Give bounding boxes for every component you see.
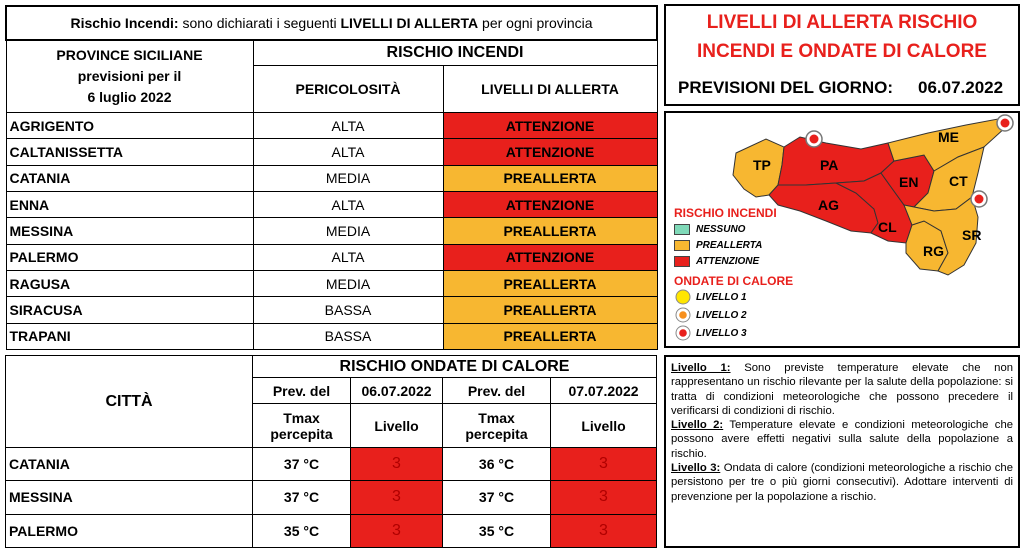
alert-level: ATTENZIONE <box>443 139 657 165</box>
table-row <box>6 112 657 138</box>
province-header-line3: 6 luglio 2022 <box>87 89 172 106</box>
province-name: MESSINA <box>6 218 253 244</box>
province-name: ENNA <box>6 191 253 217</box>
legend-swatch-nessuno <box>674 224 690 235</box>
table-row <box>6 139 657 165</box>
province-name: SIRACUSA <box>6 297 253 323</box>
tmax-value: 37 °C <box>253 481 351 514</box>
note-level-2-label: Livello 2: <box>671 419 724 432</box>
province-name: AGRIGENTO <box>6 112 253 138</box>
table-row <box>6 218 657 244</box>
heat-level: 3 <box>551 514 657 547</box>
table-row <box>6 165 657 191</box>
fire-intro-text1: sono dichiarati i seguenti <box>182 15 337 32</box>
tmax-label: Tmax <box>283 409 320 426</box>
hazard-value: ALTA <box>253 139 443 165</box>
province-name: CALTANISSETTA <box>6 139 253 165</box>
table-row <box>6 297 657 323</box>
note-level-1 <box>671 361 1013 418</box>
forecast-date-2: 07.07.2022 <box>551 378 657 404</box>
table-row <box>6 448 657 481</box>
heat-risk-header: RISCHIO ONDATE DI CALORE <box>253 356 657 378</box>
heat-marker-palermo <box>806 131 822 147</box>
heat-wave-table <box>5 355 657 548</box>
legend-swatch-preallerta <box>674 240 690 251</box>
table-row <box>6 270 657 296</box>
legend-item-level2: LIVELLO 2 <box>696 310 747 321</box>
heat-marker-messina <box>997 115 1013 131</box>
hazard-value: BASSA <box>253 297 443 323</box>
prev-label-2: Prev. del <box>443 378 551 404</box>
alert-level: PREALLERTA <box>443 270 657 296</box>
note-level-1-label: Livello 1: <box>671 362 731 374</box>
hazard-value: ALTA <box>253 191 443 217</box>
tmax-value: 37 °C <box>443 481 551 514</box>
legend-item-nessuno: NESSUNO <box>696 224 746 235</box>
map-label-me: ME <box>938 129 959 145</box>
hazard-value: ALTA <box>253 112 443 138</box>
fire-intro-emph: LIVELLI DI ALLERTA <box>340 15 479 32</box>
tmax-header-2 <box>443 404 551 448</box>
table-row <box>6 514 657 547</box>
province-header <box>6 40 253 112</box>
tmax-value: 35 °C <box>253 514 351 547</box>
note-level-3 <box>671 461 1013 504</box>
table-row <box>6 481 657 514</box>
province-name: PALERMO <box>6 244 253 270</box>
legend-swatch-attenzione <box>674 256 690 267</box>
alert-level: PREALLERTA <box>443 218 657 244</box>
heat-level: 3 <box>351 448 443 481</box>
table-row <box>6 323 657 349</box>
heat-level: 3 <box>351 514 443 547</box>
forecast-date-1: 06.07.2022 <box>351 378 443 404</box>
legend-item-preallerta: PREALLERTA <box>696 240 763 251</box>
hazard-value: MEDIA <box>253 165 443 191</box>
city-name: PALERMO <box>6 514 253 547</box>
tmax-label: Tmax <box>478 409 515 426</box>
legend-item-level1: LIVELLO 1 <box>696 292 747 303</box>
note-level-3-text: Ondata di calore (condizioni meteorologiche a rischio che persistono per tre o più giorni consecutivi). Adottare interventi di prevenzione per la popolazione a rischio. <box>671 462 1013 503</box>
tmax-value: 36 °C <box>443 448 551 481</box>
title-line-1: LIVELLI DI ALLERTA RISCHIO <box>706 12 978 33</box>
heat-level: 3 <box>551 481 657 514</box>
city-name: MESSINA <box>6 481 253 514</box>
hazard-column-header: PERICOLOSITÀ <box>253 66 443 113</box>
map-label-ag: AG <box>818 197 839 213</box>
level-header-2: Livello <box>551 404 657 448</box>
legend-level3-symbol <box>676 326 690 340</box>
level-header-1: Livello <box>351 404 443 448</box>
tmax-sublabel: percepita <box>270 425 333 442</box>
map-label-en: EN <box>899 174 919 190</box>
tmax-sublabel: percepita <box>465 425 528 442</box>
fire-intro <box>6 6 657 40</box>
level-notes <box>664 355 1020 548</box>
note-level-3-label: Livello 3: <box>671 462 721 475</box>
fire-risk-table <box>5 5 658 350</box>
table-row <box>6 244 657 270</box>
alert-column-header: LIVELLI DI ALLERTA <box>443 66 657 113</box>
hazard-value: MEDIA <box>253 218 443 244</box>
fire-intro-lead: Rischio Incendi: <box>70 15 179 32</box>
forecast-date: 06.07.2022 <box>918 78 1004 97</box>
heat-marker-catania <box>971 191 987 207</box>
province-name: TRAPANI <box>6 323 253 349</box>
map-label-pa: PA <box>820 157 839 173</box>
province-name: CATANIA <box>6 165 253 191</box>
heat-level: 3 <box>551 448 657 481</box>
note-level-2-text: Temperature elevate e condizioni meteorologiche che possono avere effetti negativi sulla salute della popolazione a rischio. <box>671 419 1014 460</box>
hazard-value: ALTA <box>253 244 443 270</box>
province-name: RAGUSA <box>6 270 253 296</box>
heat-level: 3 <box>351 481 443 514</box>
alert-level: PREALLERTA <box>443 165 657 191</box>
province-header-line1: PROVINCE SICILIANE <box>56 47 203 64</box>
map-label-cl: CL <box>878 219 897 235</box>
legend-heat-title: ONDATE DI CALORE <box>674 274 794 288</box>
tmax-header-1 <box>253 404 351 448</box>
sicily-map-panel <box>664 111 1020 348</box>
city-name: CATANIA <box>6 448 253 481</box>
legend-level2-symbol <box>676 308 690 322</box>
alert-level: ATTENZIONE <box>443 191 657 217</box>
note-level-1-text: Sono previste temperature elevate che non rappresentano un rischio rilevante per la salute della popolazione: si tratta di condizioni meteorologiche che possono precedere il verificarsi di condizioni di rischio. <box>671 362 1014 417</box>
map-label-sr: SR <box>962 227 982 243</box>
alert-level: PREALLERTA <box>443 323 657 349</box>
prev-label-1: Prev. del <box>253 378 351 404</box>
province-header-line2: previsioni per il <box>77 68 182 85</box>
map-label-ct: CT <box>949 173 968 189</box>
alert-level: ATTENZIONE <box>443 244 657 270</box>
legend-item-level3: LIVELLO 3 <box>696 328 747 339</box>
note-level-2 <box>671 418 1013 461</box>
alert-level: PREALLERTA <box>443 297 657 323</box>
map-label-tp: TP <box>753 157 771 173</box>
city-header: CITTÀ <box>6 356 253 448</box>
fire-risk-header: RISCHIO INCENDI <box>253 40 657 65</box>
title-box <box>664 4 1020 106</box>
map-label-rg: RG <box>923 243 944 259</box>
table-row <box>6 191 657 217</box>
legend-level1-symbol <box>676 290 690 304</box>
forecast-label: PREVISIONI DEL GIORNO: <box>678 78 894 97</box>
alert-level: ATTENZIONE <box>443 112 657 138</box>
tmax-value: 35 °C <box>443 514 551 547</box>
tmax-value: 37 °C <box>253 448 351 481</box>
fire-intro-text2: per ogni provincia <box>482 15 593 32</box>
hazard-value: MEDIA <box>253 270 443 296</box>
title-line-2: INCENDI E ONDATE DI CALORE <box>697 41 987 62</box>
legend-item-attenzione: ATTENZIONE <box>696 256 760 267</box>
hazard-value: BASSA <box>253 323 443 349</box>
legend-fire-title: RISCHIO INCENDI <box>674 206 777 220</box>
